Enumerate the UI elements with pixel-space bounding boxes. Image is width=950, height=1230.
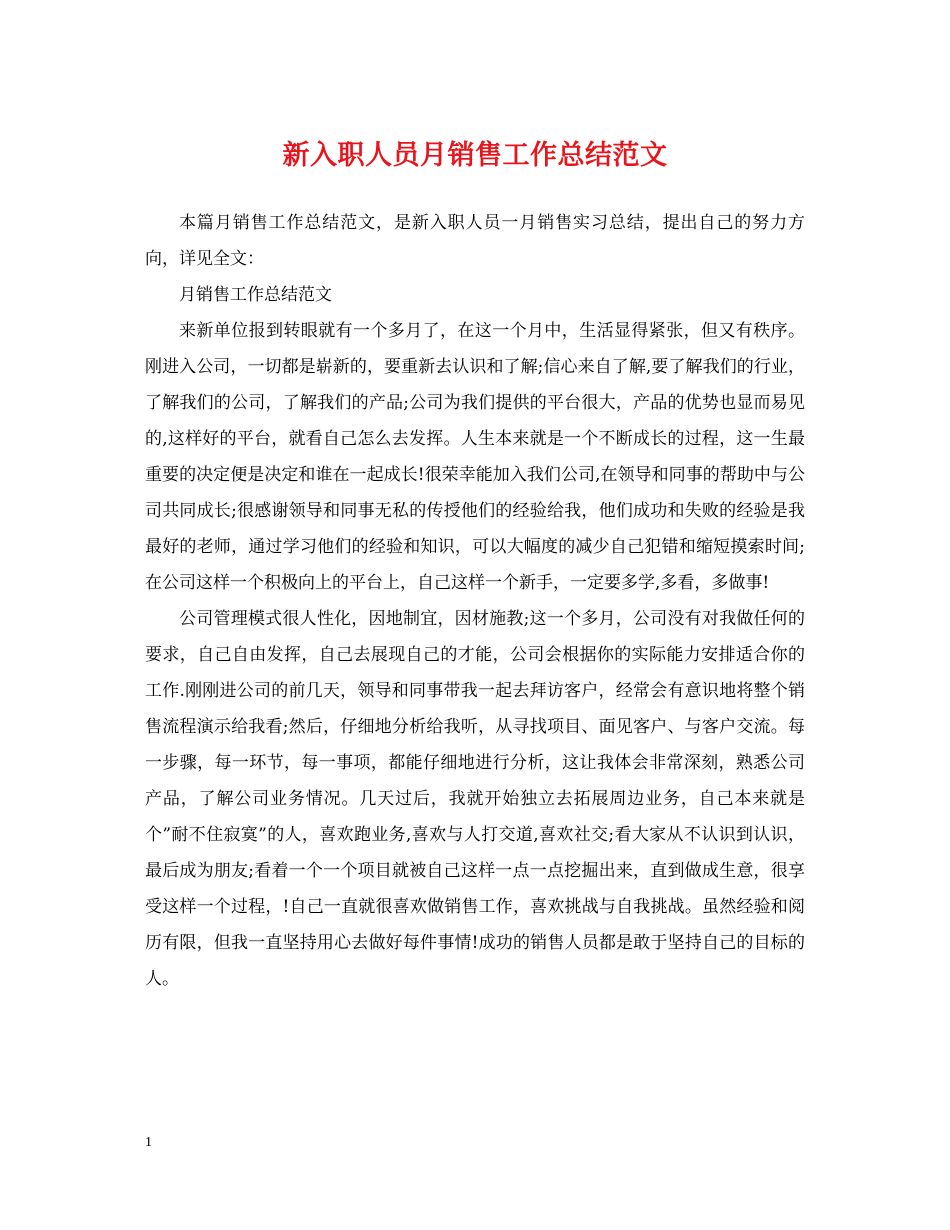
page-title: 新入职人员月销售工作总结范文	[282, 140, 668, 171]
section-heading: 月销售工作总结范文	[179, 285, 332, 305]
intro-paragraph: 本篇月销售工作总结范文，是新入职人员一月销售实习总结，提出自己的努力方向，详见全文：	[145, 213, 805, 269]
page-number: 1	[145, 1135, 152, 1150]
body-paragraph-2: 公司管理模式很人性化，因地制宜，因材施教;这一个多月，公司没有对我做任何的要求，自己自由发挥，自己去展现自己的才能，公司会根据你的实际能力安排适合你的工作.刚刚进公司的前几天，领导和同事带我一起去拜访客户，经常会有意识地将整个销售流程演示给我看;然后，仔细地分析给我听，从寻找项目、面见客户、与客户交流。每一步骤，每一环节，每一事项，都能仔细地进行分析，这让我体会非常深刻，熟悉公司产品，了解公司业务情况。几天过后，我就开始独立去拓展周边业务，自己本来就是个”耐不住寂寞”的人，喜欢跑业务,喜欢与人打交道,喜欢社交;看大家从不认识到认识，最后成为朋友;看着一个一个项目就被自己这样一点一点挖掘出来，直到做成生意，很享受这样一个过程，!自己一直就很喜欢做销售工作，喜欢挑战与自我挑战。虽然经验和阅历有限，但我一直坚持用心去做好每件事情!成功的销售人员都是敢于坚持自己的目标的人。	[145, 609, 805, 989]
document-body	[145, 205, 805, 997]
body-paragraph-1: 来新单位报到转眼就有一个多月了，在这一个月中，生活显得紧张，但又有秩序。刚进入公司，一切都是崭新的，要重新去认识和了解;信心来自了解,要了解我们的行业，了解我们的公司，了解我们的产品;公司为我们提供的平台很大，产品的优势也显而易见的,这样好的平台，就看自己怎么去发挥。人生本来就是一个不断成长的过程，这一生最重要的决定便是决定和谁在一起成长!很荣幸能加入我们公司,在领导和同事的帮助中与公司共同成长;很感谢领导和同事无私的传授他们的经验给我，他们成功和失败的经验是我最好的老师，通过学习他们的经验和知识，可以大幅度的减少自己犯错和缩短摸索时间;在公司这样一个积极向上的平台上，自己这样一个新手，一定要多学,多看，多做事!	[145, 321, 805, 593]
